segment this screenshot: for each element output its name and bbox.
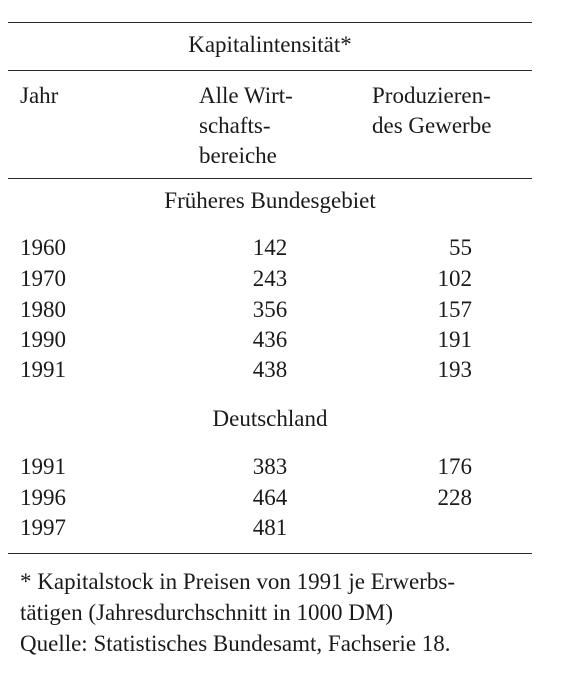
cell-year: 1991 [20,357,66,382]
cell-all-sectors: 356 [252,297,288,322]
cell-year: 1960 [20,235,66,260]
cell-manufacturing: 191 [437,327,472,352]
cell-year: 1980 [20,297,66,322]
cell-manufacturing: 193 [437,357,472,382]
cell-manufacturing: 55 [449,235,472,260]
table-row [0,325,567,355]
cell-year: 1970 [20,266,66,291]
table-row [0,233,567,263]
footnote-line: tätigen (Jahresdurchschnitt in 1000 DM) [20,600,394,625]
cell-all-sectors: 383 [252,454,288,479]
cell-all-sectors: 142 [252,235,288,260]
cell-year: 1991 [20,454,66,479]
cell-all-sectors: 481 [252,515,288,540]
cell-all-sectors: 464 [252,485,288,510]
header-rule [8,178,532,179]
cell-all-sectors: 436 [252,327,288,352]
table-row [0,483,567,513]
section-heading: Früheres Bundesgebiet [164,188,376,213]
source-note: Quelle: Statistisches Bundesamt, Fachserie 18. [20,631,451,656]
cell-all-sectors: 243 [252,266,288,291]
cell-manufacturing: 228 [437,485,472,510]
table-title: Kapitalintensität* [188,32,352,57]
footnote [20,566,540,659]
cell-manufacturing: 157 [437,297,472,322]
cell-manufacturing: 102 [437,266,472,291]
cell-year: 1990 [20,327,66,352]
section-heading: Deutschland [212,406,328,431]
cell-year: 1997 [20,515,66,540]
cell-all-sectors: 438 [252,357,288,382]
table-row [0,295,567,325]
footnote-line: * Kapitalstock in Preisen von 1991 je Erwerbs- [20,569,455,594]
header-manufacturing: Produzieren- des Gewerbe [372,83,492,138]
header-all-sectors: Alle Wirt- schafts- bereiche [199,83,293,168]
table-row [0,355,567,385]
top-rule [8,22,532,23]
cell-manufacturing: 176 [437,454,472,479]
title-rule [8,70,532,71]
table-row [0,452,567,482]
table-row [0,513,567,543]
header-year: Jahr [20,83,59,108]
bottom-rule [8,553,532,554]
cell-year: 1996 [20,485,66,510]
table-row [0,264,567,294]
